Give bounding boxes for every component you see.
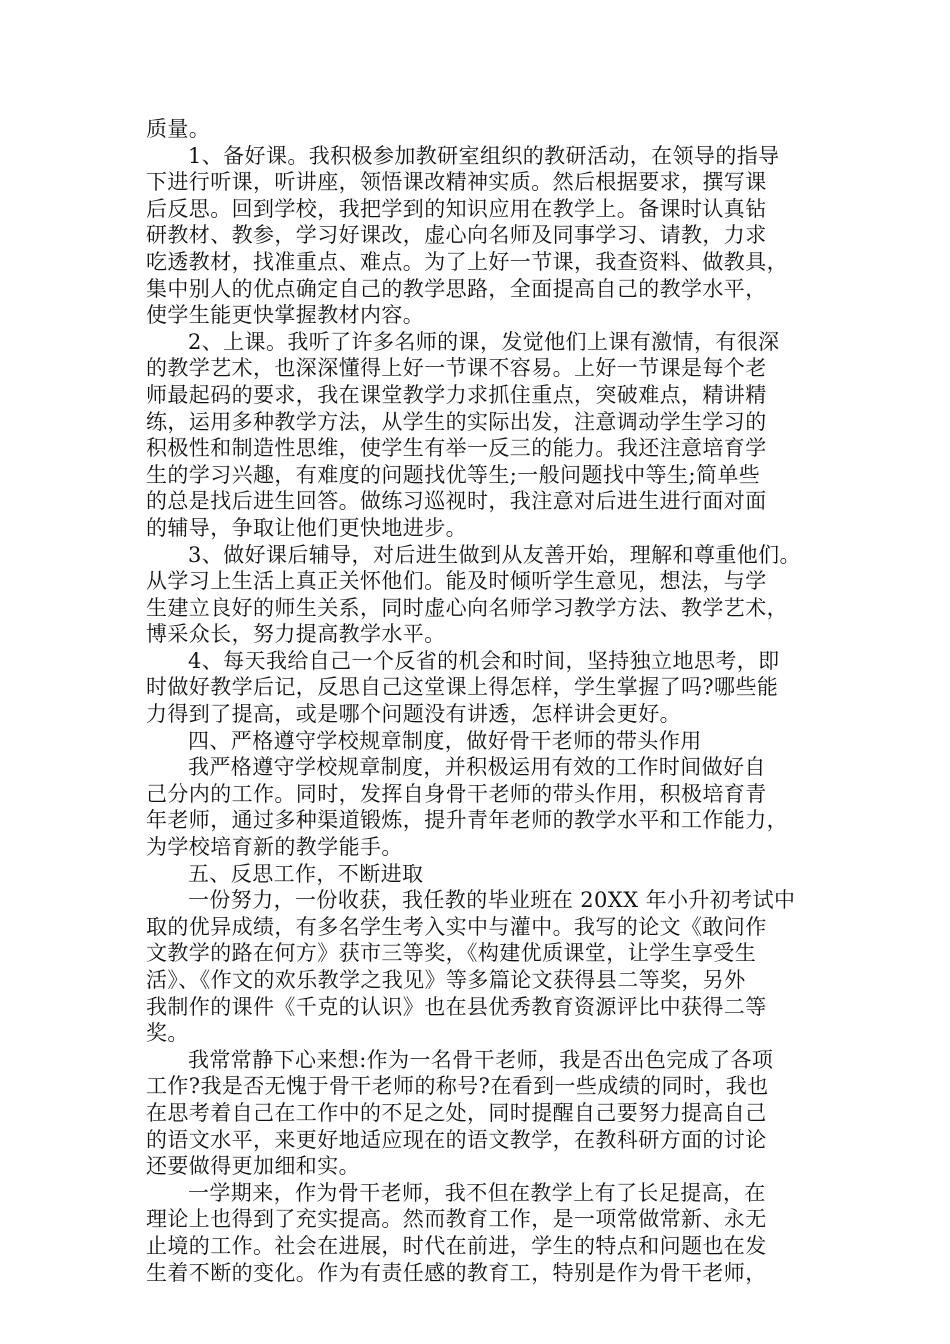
text-line: 一份努力，一份收获，我任教的毕业班在 20XX 年小升初考试中 — [188, 888, 796, 913]
text-line: 质量。 — [146, 117, 211, 141]
text-line: 2、上课。我听了许多名师的课，发觉他们上课有激情，有很深 — [188, 329, 780, 354]
text-line: 我常常静下心来想:作为一名骨干老师，我是否出色完成了各项 — [188, 1047, 774, 1072]
text-line: 理论上也得到了充实提高。然而教育工作，是一项常做常新、永无 — [146, 1207, 767, 1232]
document-body — [146, 116, 830, 1286]
text-line: 的语文水平，来更好地适应现在的语文教学，在教科研方面的讨论 — [146, 1127, 767, 1152]
text-line: 一学期来，作为骨干老师，我不但在教学上有了长足提高，在 — [188, 1180, 766, 1205]
text-line: 的总是找后进生回答。做练习巡视时，我注意对后进生进行面对面 — [146, 489, 767, 514]
text-line: 博采众长，努力提高教学水平。 — [146, 622, 446, 647]
text-line: 生建立良好的师生关系，同时虚心向名师学习教学方法、教学艺术， — [146, 595, 788, 620]
text-line: 我制作的课件《千克的认识》也在县优秀教育资源评比中获得二等 — [146, 994, 767, 1019]
text-line: 的教学艺术，也深深懂得上好一节课不容易。上好一节课是每个老 — [146, 356, 767, 381]
text-line: 积极性和制造性思维，使学生有举一反三的能力。我还注意培育学 — [146, 436, 767, 461]
text-line: 五、反思工作，不断进取 — [188, 861, 424, 886]
text-line: 练，运用多种教学方法，从学生的实际出发，注意调动学生学习的 — [146, 409, 767, 434]
text-line: 在思考着自己在工作中的不足之处，同时提醒自己要努力提高自己 — [146, 1100, 767, 1125]
text-line: 四、严格遵守学校规章制度，做好骨干老师的带头作用 — [188, 728, 702, 753]
text-line: 吃透教材，找准重点、难点。为了上好一节课，我查资料、做教具， — [146, 249, 788, 274]
text-line: 3、做好课后辅导，对后进生做到从友善开始，理解和尊重他们。 — [188, 542, 801, 567]
text-line: 从学习上生活上真正关怀他们。能及时倾听学生意见，想法，与学 — [146, 569, 767, 594]
text-line: 为学校培育新的教学能手。 — [146, 835, 403, 860]
text-line: 使学生能更快掌握教材内容。 — [146, 303, 425, 328]
text-line: 下进行听课，听讲座，领悟课改精神实质。然后根据要求，撰写课 — [146, 170, 767, 195]
text-line: 1、备好课。我积极参加教研室组织的教研活动，在领导的指导 — [188, 143, 780, 168]
text-line: 我严格遵守学校规章制度，并积极运用有效的工作时间做好自 — [188, 755, 766, 780]
text-line: 时做好教学后记，反思自己这堂课上得怎样，学生掌握了吗?哪些能 — [146, 675, 779, 700]
text-line: 止境的工作。社会在进展，时代在前进，学生的特点和问题也在发 — [146, 1233, 767, 1258]
text-line: 活》、《作文的欢乐教学之我见》等多篇论文获得县二等奖，另外 — [146, 968, 746, 992]
text-line: 还要做得更加细和实。 — [146, 1154, 360, 1179]
text-line: 文教学的路在何方》获市三等奖，《构建优质课堂，让学生享受生 — [146, 941, 757, 966]
text-line: 集中别人的优点确定自己的教学思路，全面提高自己的教学水平， — [146, 276, 767, 301]
text-line: 奖。 — [146, 1021, 189, 1046]
text-line: 己分内的工作。同时，发挥自身骨干老师的带头作用，积极培育青 — [146, 781, 767, 806]
text-line: 工作?我是否无愧于骨干老师的称号?在看到一些成绩的同时，我也 — [146, 1074, 769, 1099]
text-line: 4、每天我给自己一个反省的机会和时间，坚持独立地思考，即 — [188, 648, 780, 673]
text-line: 生的学习兴趣，有难度的问题找优等生;一般问题找中等生;简单些 — [146, 462, 761, 487]
text-line: 取的优异成绩，有多名学生考入实中与灌中。我写的论文《敢问作 — [146, 914, 767, 939]
text-line: 师最起码的要求，我在课堂教学力求抓住重点，突破难点，精讲精 — [146, 382, 767, 407]
text-line: 力得到了提高，或是哪个问题没有讲透，怎样讲会更好。 — [146, 702, 681, 727]
text-line: 后反思。回到学校，我把学到的知识应用在教学上。备课时认真钻 — [146, 196, 767, 221]
text-line: 年老师，通过多种渠道锻炼，提升青年老师的教学水平和工作能力， — [146, 808, 788, 833]
text-line: 的辅导，争取让他们更快地进步。 — [146, 515, 467, 540]
text-line: 研教材、教参，学习好课改，虚心向名师及同事学习、请教，力求 — [146, 223, 767, 248]
text-line: 生着不断的变化。作为有责任感的教育工，特别是作为骨干老师， — [146, 1260, 767, 1285]
